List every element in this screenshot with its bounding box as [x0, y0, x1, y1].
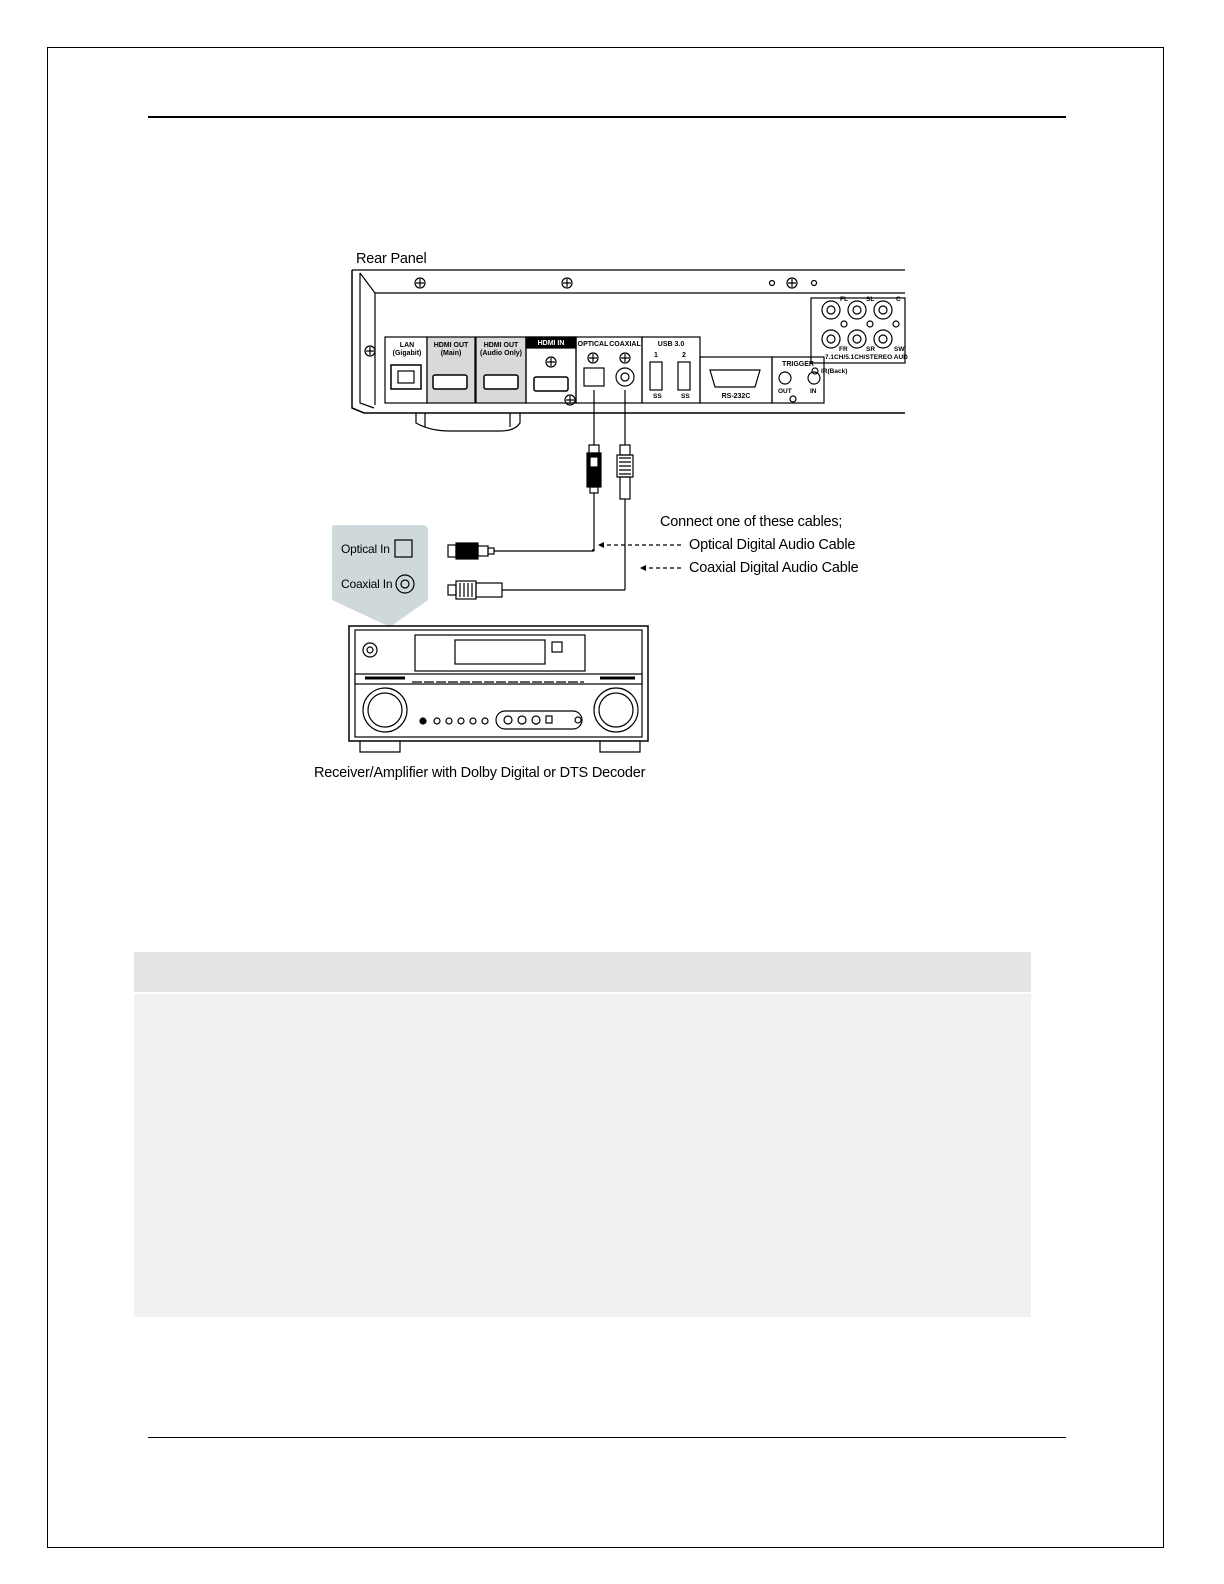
- rear-panel-label: Rear Panel: [356, 251, 427, 267]
- receiver-input-callout: [332, 525, 428, 627]
- usb-ss-label-2: SS: [681, 393, 690, 400]
- trigger-in-label: IN: [810, 388, 817, 395]
- header-rule: [148, 116, 1066, 118]
- lan-port-label: LAN (Gigabit): [392, 342, 422, 357]
- c-label: C: [896, 296, 901, 303]
- usb-ss-label: SS: [653, 393, 662, 400]
- sr-label: SR: [866, 346, 876, 353]
- coaxial-cable-label: Coaxial Digital Audio Cable: [689, 560, 859, 576]
- note-box-body: [134, 994, 1031, 1317]
- cable-instructions-heading: Connect one of these cables;: [660, 514, 843, 530]
- ir-label: IR(Back): [821, 368, 848, 375]
- cable-plugs: [448, 390, 633, 599]
- usb-1-label: 1: [654, 352, 658, 359]
- fl-label: FL: [840, 296, 848, 303]
- optical-port-label: OPTICAL: [577, 341, 609, 348]
- trigger-out-label: OUT: [778, 388, 792, 395]
- receiver-caption: Receiver/Amplifier with Dolby Digital or DTS Decoder: [314, 765, 646, 781]
- fr-label: FR: [839, 346, 848, 353]
- sw-label: SW: [894, 346, 905, 353]
- trigger-label: TRIGGER: [782, 361, 814, 368]
- hdmi-in-label: HDMI IN: [537, 340, 565, 347]
- hdmi-out-audio-label: HDMI OUT (Audio Only): [480, 342, 522, 357]
- usb-label: USB 3.0: [657, 341, 685, 348]
- footer-rule: [148, 1437, 1066, 1438]
- optical-in-label: Optical In: [341, 542, 390, 556]
- note-box-header: [134, 952, 1031, 992]
- dashed-arrows: [600, 545, 682, 568]
- rs232-label: RS-232C: [721, 393, 751, 400]
- usb-2-label: 2: [682, 352, 686, 359]
- coaxial-in-label: Coaxial In: [341, 577, 393, 591]
- audio-channels-label: 7.1CH/5.1CH/STEREO AUD: [825, 354, 908, 361]
- receiver-illustration: [349, 626, 648, 752]
- optical-cable-label: Optical Digital Audio Cable: [689, 537, 856, 553]
- sl-label: SL: [866, 296, 875, 303]
- hdmi-out-main-label: HDMI OUT (Main): [433, 342, 469, 357]
- connection-diagram: [300, 245, 920, 805]
- coaxial-port-label: COAXIAL: [609, 341, 641, 348]
